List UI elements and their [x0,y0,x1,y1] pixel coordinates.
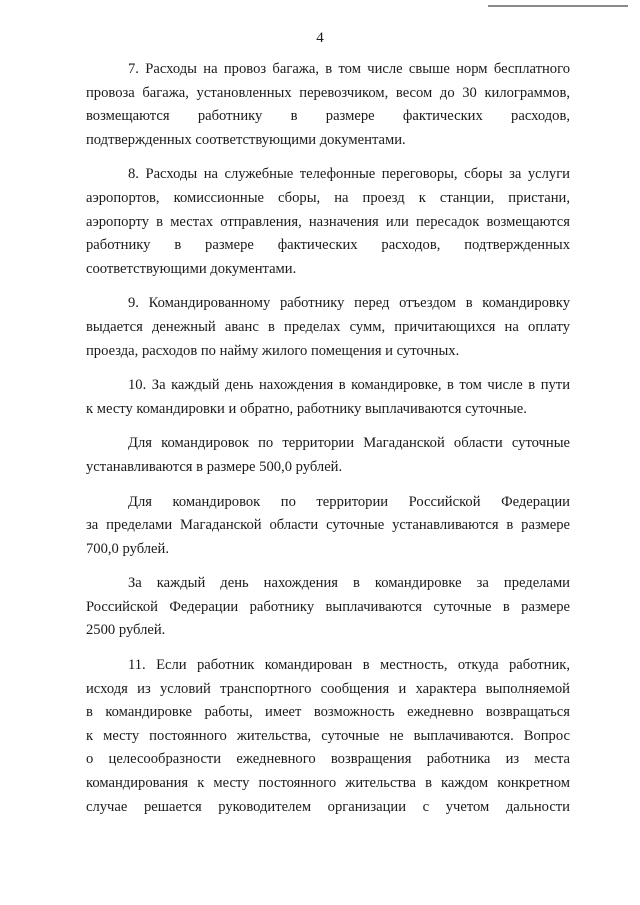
text-line: аэропорту в местах отправления, назначения или пересадок возмещаются [86,213,570,230]
text-line: 2500 рублей. [86,622,166,639]
text-line: Российской Федерации работнику выплачиваются суточные в размере [86,598,570,615]
text-line: аэропортов, комиссионные сборы, на проезд к станции, пристани, [86,189,570,206]
scan-edge-line [488,5,628,7]
text-line: выдается денежный аванс в пределах сумм, причитающихся на оплату [86,318,570,335]
text-line: исходя из условий транспортного сообщения и характера выполняемой [86,680,570,697]
text-line: Для командировок по территории Магаданской области суточные [128,435,570,452]
page-number: 4 [316,30,324,46]
text-line: за пределами Магаданской области суточные устанавливаются в размере [86,517,570,534]
text-line: в командировке работы, имеет возможность ежедневно возвращаться [86,704,570,721]
paragraph [86,374,570,421]
text-line: провоза багажа, установленных перевозчиком, весом до 30 килограммов, [86,84,570,101]
text-line: проезда, расходов по найму жилого помещения и суточных. [86,342,460,359]
text-line: 700,0 рублей. [86,540,169,557]
text-line: 11. Если работник командирован в местность, откуда работник, [128,657,570,674]
text-line: возмещаются работнику в размере фактических расходов, [86,108,570,125]
text-line: о целесообразности ежедневного возвращения работника из места [86,751,570,768]
text-line: 7. Расходы на провоз багажа, в том числе свыше норм бесплатного [128,61,570,77]
paragraph [86,292,570,363]
paragraph [86,654,570,819]
text-line: устанавливаются в размере 500,0 рублей. [86,458,343,475]
paragraph [86,163,570,281]
paragraph [86,572,570,643]
text-line: к месту командировки и обратно, работнику выплачиваются суточные. [86,400,527,417]
text-line: 8. Расходы на служебные телефонные переговоры, сборы за услуги [128,166,570,183]
text-line: 10. За каждый день нахождения в командировке, в том числе в пути [128,377,570,394]
text-line: работнику в размере фактических расходов, подтвержденных [86,237,570,254]
text-line: командирования к месту постоянного жительства в каждом конкретном [86,775,570,792]
text-line: За каждый день нахождения в командировке за пределами [128,575,570,592]
document-body [86,58,570,830]
paragraph [86,58,570,152]
text-line: случае решается руководителем организации с учетом дальности [86,798,570,815]
text-line: Для командировок по территории Российской Федерации [128,493,570,510]
text-line: соответствующими документами. [86,260,297,277]
text-line: к месту постоянного жительства, суточные не выплачиваются. Вопрос [86,727,570,744]
paragraph [86,432,570,479]
text-line: подтвержденных соответствующими документами. [86,131,406,148]
paragraph [86,491,570,562]
text-line: 9. Командированному работнику перед отъездом в командировку [128,295,570,312]
